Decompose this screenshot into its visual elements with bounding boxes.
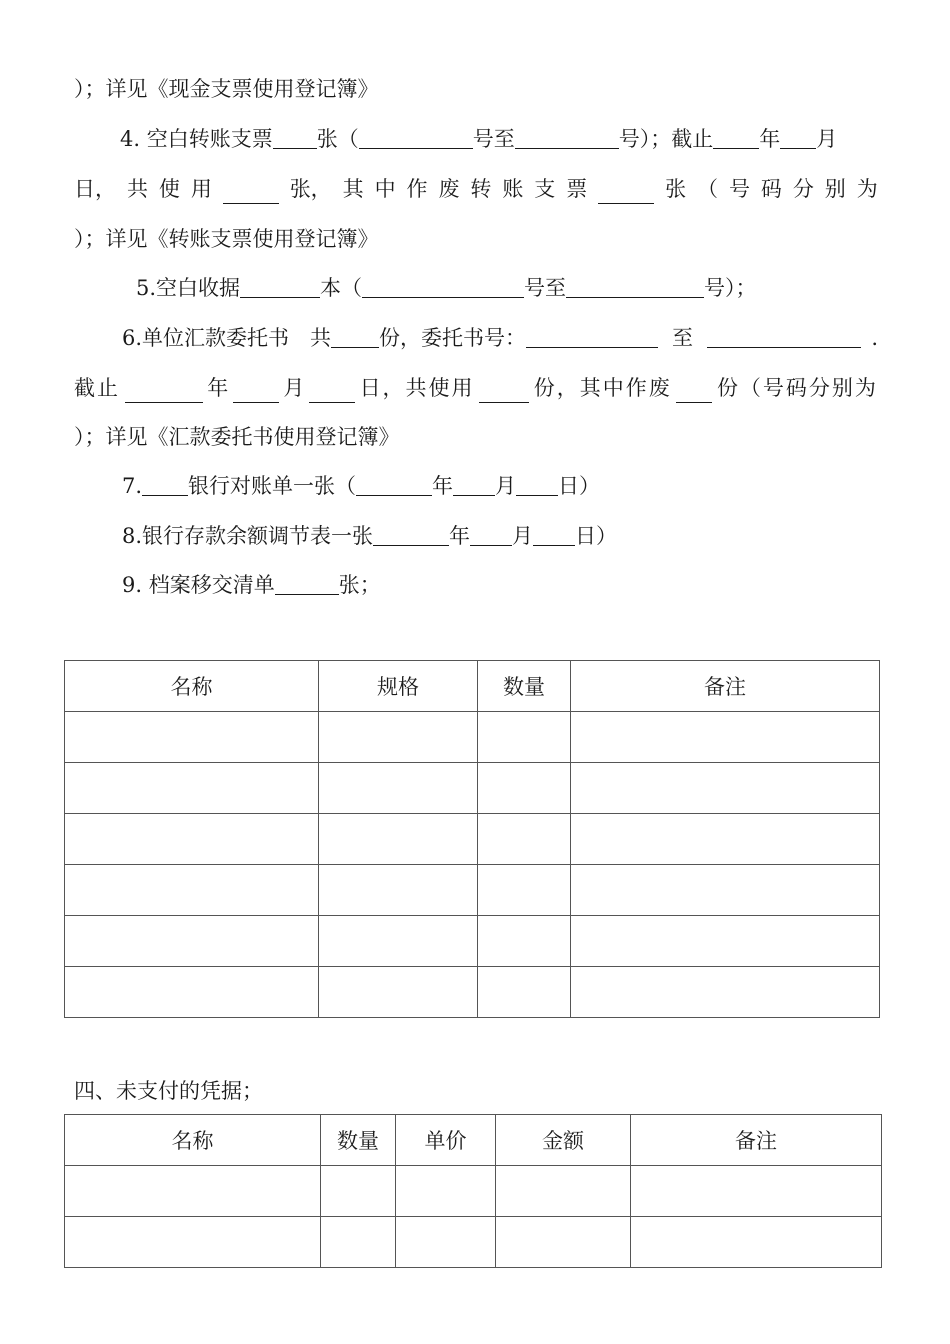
table-cell[interactable] bbox=[571, 712, 880, 763]
item4-label: 4. 空白转账支票 bbox=[120, 127, 273, 151]
table-header-row bbox=[65, 1115, 882, 1166]
table-cell[interactable] bbox=[321, 1217, 396, 1268]
item4-char: 作 bbox=[406, 177, 428, 201]
table-row bbox=[65, 814, 880, 865]
blank-field[interactable] bbox=[331, 325, 379, 348]
item4-char: （ bbox=[697, 177, 718, 201]
header-unit-price: 单价 bbox=[396, 1115, 496, 1166]
table-row bbox=[65, 763, 880, 814]
item4-char: 号 bbox=[728, 177, 750, 201]
item4-text: 号）；截止 bbox=[618, 127, 714, 151]
table-row bbox=[65, 1217, 882, 1268]
table-cell[interactable] bbox=[631, 1217, 882, 1268]
table-cell[interactable] bbox=[478, 712, 571, 763]
item6-text: 年 bbox=[207, 376, 229, 400]
blank-field[interactable] bbox=[373, 523, 449, 546]
item9-label: 9. 档案移交清单 bbox=[122, 573, 275, 597]
blank-field[interactable] bbox=[526, 325, 658, 348]
table-cell[interactable] bbox=[396, 1217, 496, 1268]
table-cell[interactable] bbox=[478, 967, 571, 1018]
table-cell[interactable] bbox=[319, 967, 478, 1018]
item6-label: 6.单位汇款委托书 共 bbox=[122, 326, 332, 350]
item8-text: 年 bbox=[449, 524, 471, 548]
item8-label: 8.银行存款余额调节表一张 bbox=[122, 524, 374, 548]
item6-tail-text: ）；详见《汇款委托书使用登记簿》 bbox=[74, 425, 400, 449]
table-row bbox=[65, 916, 880, 967]
blank-field[interactable] bbox=[356, 473, 432, 496]
item6-text: 至 bbox=[672, 326, 694, 350]
item4-char: 废 bbox=[438, 177, 460, 201]
item6-text: 截止 bbox=[74, 376, 120, 400]
table-cell[interactable] bbox=[65, 916, 319, 967]
blank-field[interactable] bbox=[359, 126, 473, 149]
table-cell[interactable] bbox=[319, 916, 478, 967]
table-cell[interactable] bbox=[571, 763, 880, 814]
table-cell[interactable] bbox=[319, 814, 478, 865]
blank-field[interactable] bbox=[515, 126, 619, 149]
section4-title-text: 四、未支付的凭据； bbox=[74, 1079, 263, 1103]
item6-tail bbox=[74, 422, 400, 452]
table-cell[interactable] bbox=[319, 865, 478, 916]
item3-tail-text: ）；详见《现金支票使用登记簿》 bbox=[74, 77, 379, 101]
table-cell[interactable] bbox=[65, 1166, 321, 1217]
item4-char: 账 bbox=[502, 177, 524, 201]
item7-text: 月 bbox=[495, 474, 517, 498]
blank-field[interactable] bbox=[240, 275, 320, 298]
blank-field[interactable] bbox=[707, 325, 861, 348]
header-quantity: 数量 bbox=[321, 1115, 396, 1166]
item6-text: 份，其中作废 bbox=[533, 376, 672, 400]
blank-field[interactable] bbox=[233, 380, 279, 403]
item4-char: 张， bbox=[289, 177, 332, 201]
item4-char: 共 bbox=[126, 177, 148, 201]
blank-field[interactable] bbox=[453, 473, 495, 496]
header-amount: 金额 bbox=[496, 1115, 631, 1166]
item4-text: 月 bbox=[816, 127, 838, 151]
item8-line bbox=[122, 521, 617, 551]
item4-char: 用 bbox=[190, 177, 212, 201]
blank-field[interactable] bbox=[309, 380, 355, 403]
item4-tail-text: ）；详见《转账支票使用登记簿》 bbox=[74, 227, 379, 251]
blank-field[interactable] bbox=[676, 380, 712, 403]
item7-label: 7. bbox=[122, 474, 143, 498]
blank-field[interactable] bbox=[533, 523, 575, 546]
item6-text: . bbox=[871, 326, 878, 350]
item4-char: 转 bbox=[470, 177, 492, 201]
item6-text: 份，委托书号： bbox=[379, 326, 527, 350]
table-cell[interactable] bbox=[65, 1217, 321, 1268]
item4-text: 年 bbox=[759, 127, 781, 151]
blank-field[interactable] bbox=[223, 181, 279, 204]
blank-field[interactable] bbox=[598, 181, 654, 204]
item4-char: 中 bbox=[374, 177, 396, 201]
item4-text: 号至 bbox=[472, 127, 515, 151]
table-row bbox=[65, 712, 880, 763]
item4-line1 bbox=[120, 124, 837, 154]
item7-line bbox=[122, 471, 600, 501]
item6-text: 份（号码分别为 bbox=[716, 376, 878, 400]
item8-text: 月 bbox=[512, 524, 534, 548]
blank-field[interactable] bbox=[275, 572, 339, 595]
item4-char: 使 bbox=[158, 177, 180, 201]
table-cell[interactable] bbox=[571, 916, 880, 967]
item4-char: 票 bbox=[566, 177, 588, 201]
table-cell[interactable] bbox=[65, 967, 319, 1018]
item4-char: 码 bbox=[760, 177, 782, 201]
blank-field[interactable] bbox=[713, 126, 759, 149]
handover-items-table bbox=[64, 660, 880, 1018]
item4-char: 张 bbox=[665, 177, 687, 201]
table-cell[interactable] bbox=[571, 814, 880, 865]
table-cell[interactable] bbox=[571, 865, 880, 916]
item5-text: 本（ bbox=[320, 276, 363, 300]
table-cell[interactable] bbox=[496, 1166, 631, 1217]
section4-title bbox=[74, 1076, 263, 1106]
item4-char: 分 bbox=[792, 177, 814, 201]
blank-field[interactable] bbox=[142, 473, 188, 496]
item4-char: 日， bbox=[74, 177, 116, 201]
item6-text: 日，共使用 bbox=[359, 376, 475, 400]
blank-field[interactable] bbox=[470, 523, 512, 546]
header-name: 名称 bbox=[65, 661, 319, 712]
blank-field[interactable] bbox=[780, 126, 816, 149]
unpaid-vouchers-table bbox=[64, 1114, 882, 1268]
item6-line2 bbox=[74, 373, 878, 403]
table-cell[interactable] bbox=[396, 1166, 496, 1217]
item5-label: 5.空白收据 bbox=[136, 276, 241, 300]
item5-text: 号）； bbox=[704, 276, 757, 300]
table-cell[interactable] bbox=[65, 763, 319, 814]
table-cell[interactable] bbox=[319, 763, 478, 814]
table-cell[interactable] bbox=[571, 967, 880, 1018]
table-cell[interactable] bbox=[478, 865, 571, 916]
blank-field[interactable] bbox=[362, 275, 524, 298]
table-cell[interactable] bbox=[321, 1166, 396, 1217]
table-cell[interactable] bbox=[496, 1217, 631, 1268]
table-row bbox=[65, 967, 880, 1018]
item4-line2 bbox=[74, 174, 878, 204]
item5-line bbox=[136, 273, 757, 303]
blank-field[interactable] bbox=[516, 473, 558, 496]
item9-line bbox=[122, 570, 381, 600]
item3-tail bbox=[74, 74, 379, 104]
item4-char: 别 bbox=[824, 177, 846, 201]
item4-tail bbox=[74, 224, 379, 254]
item4-char: 其 bbox=[342, 177, 364, 201]
header-remarks: 备注 bbox=[571, 661, 880, 712]
item8-text: 日） bbox=[575, 524, 618, 548]
blank-field[interactable] bbox=[125, 380, 203, 403]
table-cell[interactable] bbox=[478, 916, 571, 967]
item4-text: 张（ bbox=[316, 127, 359, 151]
blank-field[interactable] bbox=[273, 126, 317, 149]
table-cell[interactable] bbox=[631, 1166, 882, 1217]
item6-line1 bbox=[122, 323, 878, 353]
table-cell[interactable] bbox=[65, 712, 319, 763]
item7-text: 银行对账单一张（ bbox=[188, 474, 357, 498]
header-remarks: 备注 bbox=[631, 1115, 882, 1166]
header-quantity: 数量 bbox=[478, 661, 571, 712]
table-cell[interactable] bbox=[478, 814, 571, 865]
item7-text: 年 bbox=[432, 474, 454, 498]
header-name: 名称 bbox=[65, 1115, 321, 1166]
table-row bbox=[65, 865, 880, 916]
table-cell[interactable] bbox=[478, 763, 571, 814]
table-header-row bbox=[65, 661, 880, 712]
blank-field[interactable] bbox=[566, 275, 704, 298]
table-row bbox=[65, 1166, 882, 1217]
item7-text: 日） bbox=[558, 474, 601, 498]
blank-field[interactable] bbox=[479, 380, 529, 403]
item4-char: 为 bbox=[856, 177, 878, 201]
item6-text: 月 bbox=[283, 376, 305, 400]
item5-text: 号至 bbox=[524, 276, 567, 300]
item9-text: 张； bbox=[338, 573, 381, 597]
table-cell[interactable] bbox=[65, 814, 319, 865]
table-cell[interactable] bbox=[319, 712, 478, 763]
item4-char: 支 bbox=[534, 177, 556, 201]
header-spec: 规格 bbox=[319, 661, 478, 712]
table-cell[interactable] bbox=[65, 865, 319, 916]
